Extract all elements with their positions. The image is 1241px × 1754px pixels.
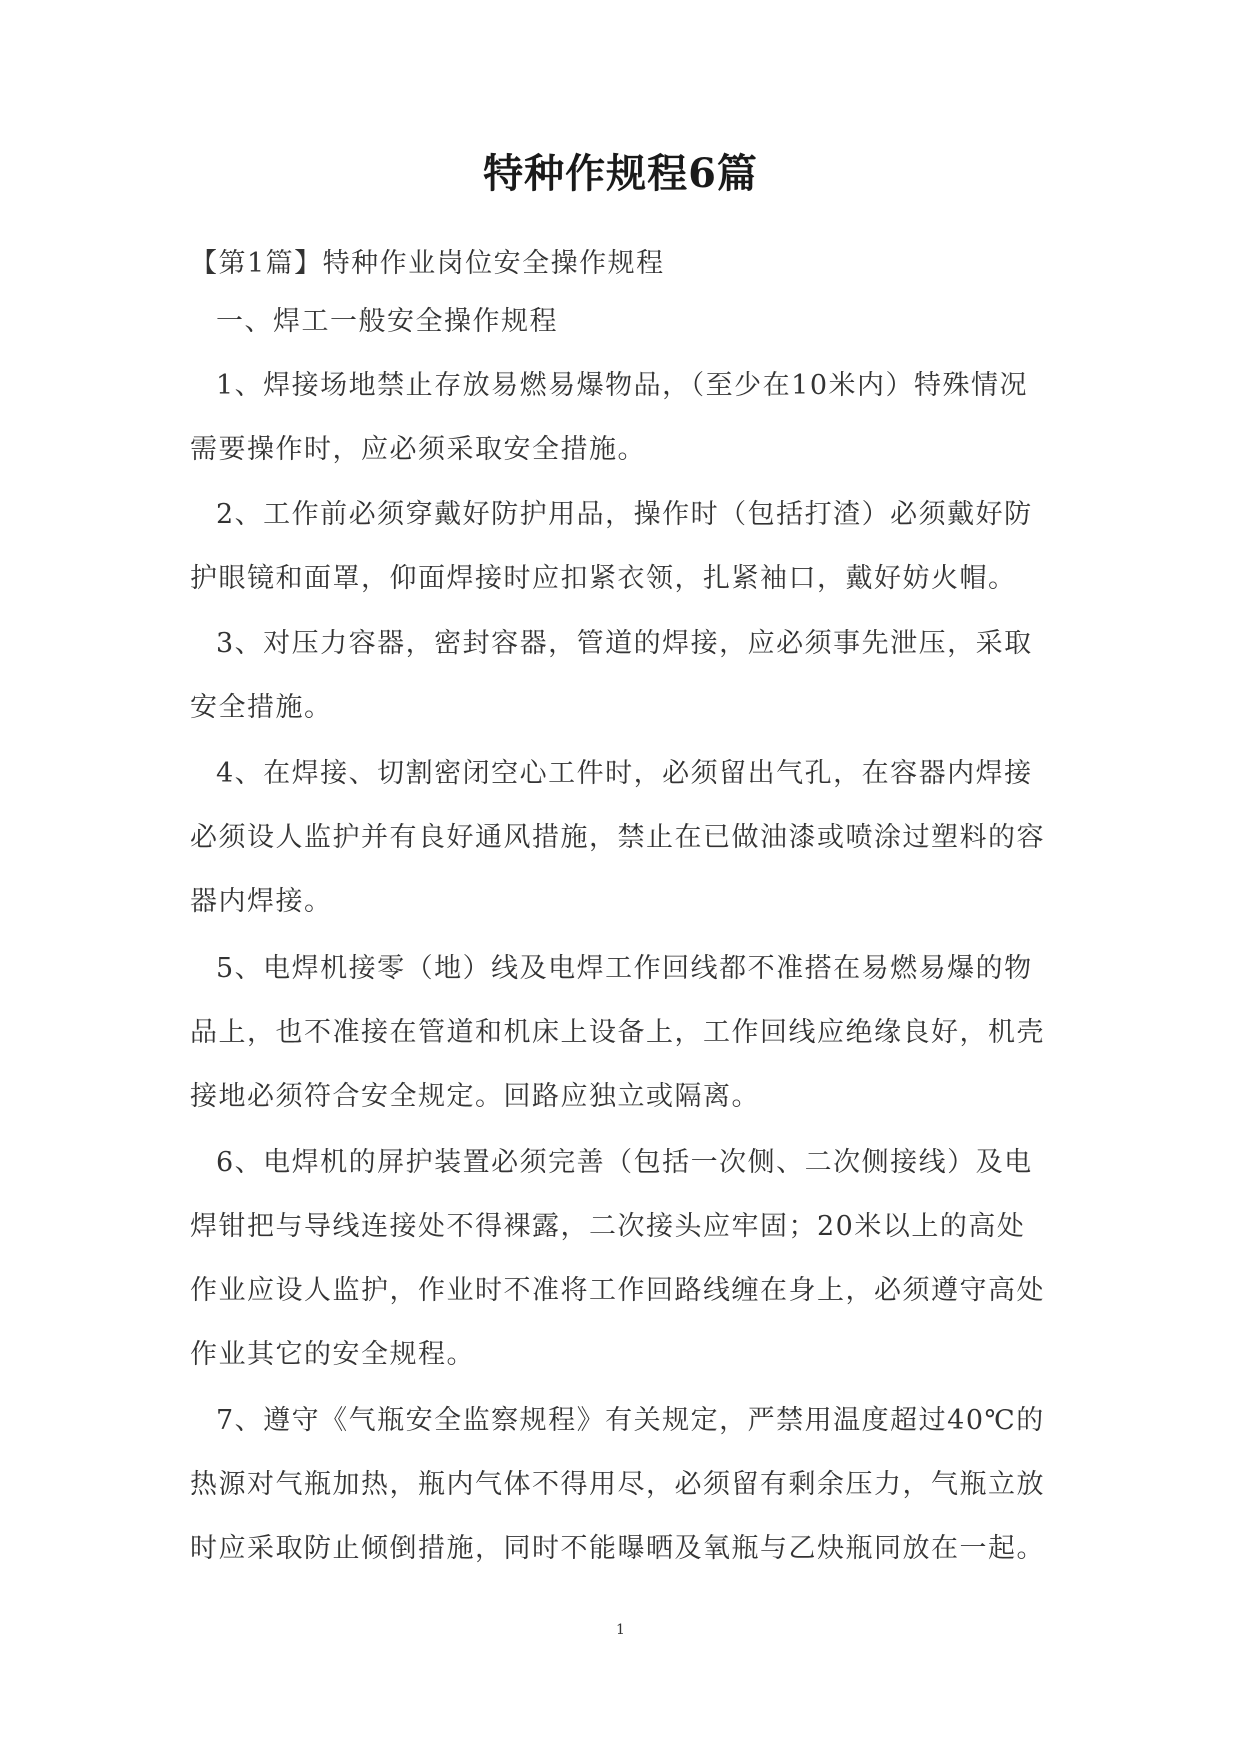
text-line: 时应采取防止倾倒措施，同时不能曝晒及氧瓶与乙炔瓶同放在一起。 (190, 1533, 1045, 1564)
text-line: 必须设人监护并有良好通风措施，禁止在已做油漆或喷涂过塑料的容 (190, 822, 1045, 853)
text-line: 7、遵守《气瓶安全监察规程》有关规定，严禁用温度超过40℃的 (216, 1405, 1045, 1436)
text-line: 焊钳把与导线连接处不得裸露，二次接头应牢固；20米以上的高处 (190, 1211, 1026, 1242)
text-line: 护眼镜和面罩，仰面焊接时应扣紧衣领，扎紧袖口，戴好妨火帽。 (190, 563, 1017, 594)
text-line: 作业应设人监护，作业时不准将工作回路线缠在身上，必须遵守高处 (190, 1275, 1045, 1306)
text-line: 2、工作前必须穿戴好防护用品，操作时（包括打渣）必须戴好防 (216, 499, 1033, 530)
text-line: 作业其它的安全规程。 (190, 1339, 475, 1370)
text-line: 接地必须符合安全规定。回路应独立或隔离。 (190, 1081, 760, 1112)
text-line: 安全措施。 (190, 692, 333, 723)
text-line: 需要操作时，应必须采取安全措施。 (190, 434, 646, 465)
text-line: 热源对气瓶加热，瓶内气体不得用尽，必须留有剩余压力，气瓶立放 (190, 1469, 1045, 1500)
text-line: 1、焊接场地禁止存放易燃易爆物品，（至少在10米内）特殊情况 (216, 370, 1029, 401)
text-line: 4、在焊接、切割密闭空心工件时，必须留出气孔，在容器内焊接 (216, 758, 1033, 789)
text-line: 品上，也不准接在管道和机床上设备上，工作回线应绝缘良好，机壳 (190, 1017, 1045, 1048)
text-line: 6、电焊机的屏护装置必须完善（包括一次侧、二次侧接线）及电 (216, 1147, 1033, 1178)
section-heading: 【第1篇】特种作业岗位安全操作规程 (190, 248, 665, 279)
text-line: 5、电焊机接零（地）线及电焊工作回线都不准搭在易燃易爆的物 (216, 953, 1033, 984)
document-title: 特种作规程6篇 (483, 150, 758, 197)
page-number: 1 (616, 1622, 625, 1638)
text-line: 3、对压力容器，密封容器，管道的焊接，应必须事先泄压，采取 (216, 628, 1033, 659)
text-line: 器内焊接。 (190, 886, 333, 917)
subsection-heading: 一、焊工一般安全操作规程 (216, 306, 558, 337)
